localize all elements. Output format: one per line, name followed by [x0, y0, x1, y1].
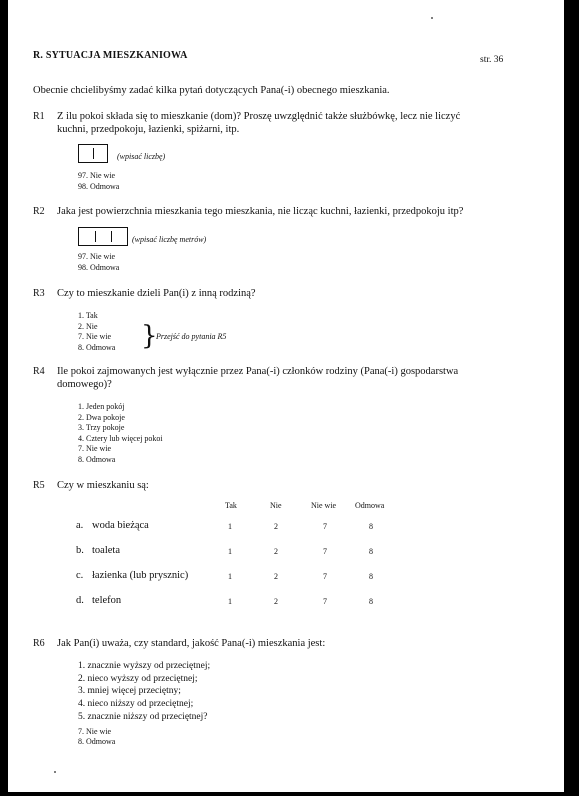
question-text: Ile pokoi zajmowanych jest wyłącznie przez Pana(-i) członków rodziny (Pana(-i) gospodarstwa — [57, 366, 459, 377]
scan-speck — [431, 17, 433, 19]
question-text: domowego)? — [57, 379, 112, 390]
column-header: Nie wie — [311, 501, 337, 510]
code-odmowa[interactable]: 8 — [369, 547, 373, 556]
option-item: 2. Dwa pokoje — [78, 412, 125, 422]
question-text: Jak Pan(i) uważa, czy standard, jakość Pana(-i) mieszkania jest: — [57, 638, 326, 649]
option-item: 7. Nie wie — [78, 332, 112, 341]
code-odmowa[interactable]: 8 — [369, 597, 373, 606]
question-number: R1 — [33, 111, 45, 122]
option-item: 4. Cztery lub więcej pokoi — [78, 433, 163, 443]
row-letter: b. — [76, 545, 84, 556]
option-list — [78, 660, 210, 748]
option-item: 3. mniej więcej przeciętny; — [78, 686, 181, 697]
option-list — [78, 252, 119, 273]
question-text: Czy to mieszkanie dzieli Pan(i) z inną rodziną? — [57, 288, 256, 299]
code-nie-wie[interactable]: 7 — [323, 547, 327, 556]
column-header: Tak — [225, 501, 237, 510]
code-tak[interactable]: 1 — [228, 572, 232, 581]
question-text: Z ilu pokoi składa się to mieszkanie (dom)? Proszę uwzględnić także służbówkę, lecz nie liczyć — [57, 111, 461, 122]
option-list — [78, 171, 119, 192]
box-hint: (wpisać liczbę) — [117, 152, 166, 161]
question-number: R6 — [33, 638, 45, 649]
intro-text: Obecnie chcielibyśmy zadać kilka pytań dotyczących Pana(-i) obecnego mieszkania. — [33, 85, 390, 96]
option-item: 2. nieco wyższy od przeciętnej; — [78, 673, 198, 684]
code-nie[interactable]: 2 — [274, 522, 278, 531]
option-item: 8. Odmowa — [78, 737, 116, 747]
code-tak[interactable]: 1 — [228, 547, 232, 556]
questionnaire-page — [8, 0, 564, 792]
option-item: 7. Nie wie — [78, 726, 112, 736]
code-nie[interactable]: 2 — [274, 597, 278, 606]
option-item: 3. Trzy pokoje — [78, 423, 125, 432]
column-header: Nie — [270, 501, 282, 510]
page-number: str. 36 — [480, 55, 504, 65]
option-item: 97. Nie wie — [78, 252, 116, 261]
row-letter: a. — [76, 520, 84, 531]
code-odmowa[interactable]: 8 — [369, 522, 373, 531]
option-list — [78, 402, 163, 465]
row-label: telefon — [92, 595, 122, 606]
code-nie-wie[interactable]: 7 — [323, 597, 327, 606]
option-item: 8. Odmowa — [78, 454, 116, 464]
question-text: Jaka jest powierzchnia mieszkania tego mieszkania, nie licząc kuchni, łazienki, przedpokoju itp? — [57, 206, 464, 217]
code-nie-wie[interactable]: 7 — [323, 522, 327, 531]
option-item: 1. Jeden pokój — [78, 402, 125, 411]
question-number: R4 — [33, 366, 45, 377]
answer-box[interactable] — [78, 144, 108, 163]
code-nie-wie[interactable]: 7 — [323, 572, 327, 581]
option-item: 5. znacznie niższy od przeciętnej? — [78, 711, 208, 722]
option-item: 4. nieco niższy od przeciętnej; — [78, 699, 194, 710]
option-item: 98. Odmowa — [78, 181, 120, 191]
question-number: R2 — [33, 206, 45, 217]
option-item: 2. Nie — [78, 321, 98, 331]
answer-box[interactable] — [78, 227, 128, 246]
code-nie[interactable]: 2 — [274, 572, 278, 581]
option-item: 7. Nie wie — [78, 444, 112, 453]
code-tak[interactable]: 1 — [228, 522, 232, 531]
scan-speck — [54, 771, 56, 773]
row-letter: c. — [76, 570, 84, 581]
column-header: Odmowa — [355, 501, 385, 510]
skip-instruction: Przejść do pytania R5 — [156, 332, 227, 341]
question-text: kuchni, przedpokoju, łazienki, spiżarni, itp. — [57, 124, 240, 135]
row-letter: d. — [76, 595, 84, 606]
option-list — [78, 311, 115, 353]
row-label: łazienka (lub prysznic) — [92, 570, 189, 581]
option-item: 1. Tak — [78, 311, 98, 320]
row-label: toaleta — [92, 545, 120, 556]
question-number: R5 — [33, 480, 45, 491]
code-odmowa[interactable]: 8 — [369, 572, 373, 581]
option-item: 97. Nie wie — [78, 171, 116, 180]
question-text: Czy w mieszkaniu są: — [57, 480, 149, 491]
code-nie[interactable]: 2 — [274, 547, 278, 556]
code-tak[interactable]: 1 — [228, 597, 232, 606]
option-item: 8. Odmowa — [78, 342, 116, 352]
box-hint: (wpisać liczbę metrów) — [132, 235, 207, 244]
brace-icon: } — [141, 321, 158, 351]
option-item: 1. znacznie wyższy od przeciętnej; — [78, 661, 211, 671]
question-number: R3 — [33, 288, 45, 299]
row-label: woda bieżąca — [92, 520, 149, 531]
section-title: R. SYTUACJA MIESZKANIOWA — [33, 50, 188, 61]
option-item: 98. Odmowa — [78, 262, 120, 272]
